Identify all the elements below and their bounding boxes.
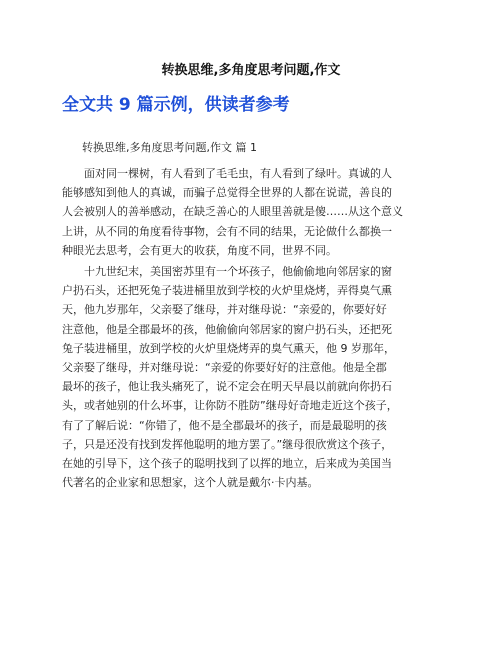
- paragraph-line: 在她的引导下，这个孩子的聪明找到了以挥的地立，后来成为美国当: [62, 456, 392, 470]
- paragraph-line: 最坏的孩子，他让我头痛死了，说不定会在明天早晨以前就向你扔石: [62, 380, 392, 394]
- paragraph-line: 人会被别人的善举感动，在缺乏善心的人眼里善就是傻……从这个意义: [62, 205, 403, 219]
- paragraph-line: 父亲娶了继母，并对继母说：“亲爱的你要好好的注意他。他是全郡: [62, 360, 387, 374]
- paragraph-line: 头，或者她别的什么坏事，让你防不胜防”继母好奇地走近这个孩子，: [62, 399, 398, 413]
- document-title: 转换思维,多角度思考问题,作文: [161, 63, 341, 78]
- paragraph-2: [62, 262, 444, 492]
- paragraph-line: 面对同一棵树，有人看到了毛毛虫，有人看到了绿叶。真诚的人: [84, 167, 392, 180]
- paragraph-line: 兔子装进桶里，放到学校的火炉里烧烤弄的臭气熏天，他 9 岁那年，: [62, 341, 395, 355]
- paragraph-line: 户扔石头，还把死兔子装进桶里放到学校的火炉里烧烤，弄得臭气熏: [62, 284, 392, 298]
- essay-heading: 转换思维,多角度思考问题,作文 篇 1: [82, 141, 257, 154]
- paragraph-line: 子，只是还没有找到发挥他聪明的地方罢了。”继母很欣赏这个孩子，: [62, 437, 393, 451]
- paragraph-line: 天，他九岁那年，父亲娶了继母，并对继母说：“亲爱的，你要好好: [62, 303, 387, 317]
- paragraph-line: 能够感知到他人的真诚，而骗子总觉得全世界的人都在说谎，善良的: [62, 186, 392, 200]
- paragraph-1: [62, 164, 444, 260]
- paragraph-line: 代著名的企业家和思想家，这个人就是戴尔·卡内基。: [62, 476, 319, 490]
- paragraph-line: 注意他，他是全郡最坏的孩，他偷偷向邻居家的窗户扔石头，还把死: [62, 322, 392, 336]
- paragraph-line: 十九世纪末，美国密苏里有一个坏孩子，他偷偷地向邻居家的窗: [84, 265, 392, 278]
- paragraph-line: 上讲，从不同的角度看待事物，会有不同的结果，无论做什么都换一: [62, 224, 392, 238]
- paragraph-line: 种眼光去思考，会有更大的收获，角度不同，世界不同。: [62, 243, 337, 257]
- paragraph-line: 有了了解后说：“你错了，他不是全郡最坏的孩子，而是最聪明的孩: [62, 418, 387, 432]
- summary-heading: 全文共 9 篇示例，供读者参考: [62, 95, 290, 115]
